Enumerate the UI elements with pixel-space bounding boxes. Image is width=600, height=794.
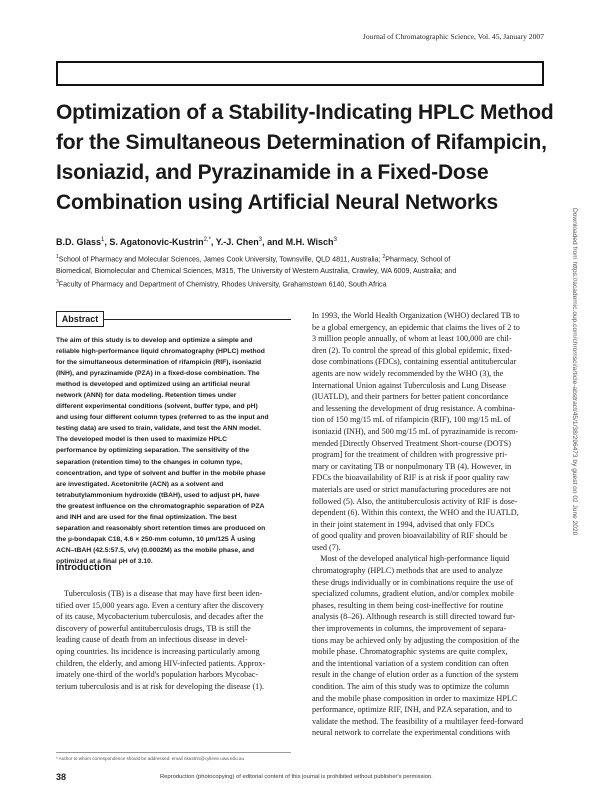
abstract-section — [56, 311, 291, 573]
body-line: leading cause of death from an infectious disease in devel- — [56, 635, 248, 645]
body-line: ther improvements in columns, the improvement of separa- — [312, 624, 507, 634]
body-line: tions may be achieved only by adjusting the composition of the — [312, 635, 520, 645]
abstract-line: optimized at a final pH of 3.10. — [56, 557, 153, 565]
abstract-line: for the simultaneous determination of rifampicin (RIF), isoniazid — [56, 359, 262, 367]
body-line: validate the method. The feasibility of a multilayer feed-forward — [312, 716, 524, 726]
title-line: Isoniazid, and Pyrazinamide in a Fixed-Dose — [56, 161, 489, 184]
abstract-line: performance by optimizing separation. The sensitivity of the — [56, 447, 250, 455]
body-line: oping countries. Its incidence is increasing particularly among — [56, 646, 260, 656]
abstract-line: The aim of this study is to develop and optimize a simple and — [56, 337, 253, 344]
author-affiliation-mark: 3 — [333, 237, 337, 243]
title-line: Combination using Artificial Neural Networks — [56, 191, 498, 214]
body-line: performance, optimize RIF, INH, and PZA separation, and to — [312, 705, 512, 715]
body-line: program] for the treatment of children with progressive pri- — [312, 450, 508, 460]
title-line: Optimization of a Stability-Indicating HPLC Method — [56, 101, 554, 124]
author-separator: , — [210, 237, 216, 247]
abstract-text — [56, 335, 291, 567]
body-line: of its cause, Mycobacterium tuberculosis, and decades after the — [56, 612, 264, 622]
body-line: materials are used or strict manufacturing procedures are not — [312, 484, 511, 494]
body-line: mary or cavitating TB or nonpulmonary TB (4). However, in — [312, 461, 512, 471]
body-line: and the intentional variation of a system condition can often — [312, 658, 509, 668]
abstract-line: are investigated. Acetonitrile (ACN) as a solvent and — [56, 480, 224, 488]
body-line: dose combinations (FDCs), containing essential antitubercular — [312, 357, 517, 367]
body-line: followed (5). Also, the antituberculosis activity of RIF is dose- — [312, 496, 518, 506]
reproduction-notice: Reproduction (photocopying) of editorial content of this journal is prohibited without publisher's permission. — [160, 774, 433, 780]
body-line: and lessening the development of drug resistance. A combina- — [312, 403, 516, 413]
page-number: 38 — [56, 772, 67, 782]
affiliation-line: $^3$Faculty of Pharmacy and Department of Chemistry, Rhodes University, Grahamstown 6140, South Africa — [56, 279, 387, 289]
body-line: chromatography (HPLC) methods that are used to analyze — [312, 566, 503, 576]
body-line: result in the change of elution order as a function of the system — [312, 670, 519, 680]
body-line: 3 million people annually, of whom at least 100,000 are chil- — [312, 334, 512, 344]
header-rule-box — [56, 61, 544, 86]
abstract-line: tetrabutylammonium hydroxide (tBAH), used to adjust pH, have — [56, 491, 260, 499]
introduction-heading: Introduction — [56, 562, 112, 573]
title-line: for the Simultaneous Determination of Rifampicin, — [56, 131, 547, 154]
author-separator: , — [104, 237, 110, 247]
affiliation-line: Biomedical, Biomolecular and Chemical Sciences, M315, The University of Western Australia, Crawley, WA 6009, Australia; and — [56, 266, 457, 275]
body-line: dren (2). To control the spread of this global epidemic, fixed- — [312, 345, 513, 355]
body-line: In 1993, the World Health Organization (WHO) declared TB to — [312, 311, 520, 320]
abstract-label: Abstract — [56, 311, 104, 327]
body-line: children, the elderly, and among HIV-infected patients. Approx- — [56, 658, 266, 668]
body-line: Tuberculosis (TB) is a disease that may have first been iden- — [56, 589, 263, 598]
affiliation-line: $^1$School of Pharmacy and Molecular Sciences, James Cook University, Townsville, QLD 4811, Australia; $^2$Pharmacy, School of — [56, 254, 451, 264]
body-line: discovery of powerful antituberculosis drugs, TB is still the — [56, 623, 251, 633]
abstract-line: separation (retention time) to the changes in column type, — [56, 458, 243, 466]
abstract-line: separation and reasonably short retention times are produced on — [56, 524, 266, 532]
body-line: dependent (6). Within this context, the WHO and the IUATLD, — [312, 508, 519, 518]
body-line: tion of 150 mg/15 mL of rifampicin (RIF), 100 mg/15 mL of — [312, 415, 511, 425]
download-watermark: Downloaded from https://academic.oup.com/chromsci/article-abstract/45/1/38/296473 by guest on 02 June 2020 — [571, 208, 578, 536]
body-line: phases, resulting in them being cost-ineffective for routine — [312, 600, 504, 610]
body-line: condition. The aim of this study was to optimize the column — [312, 682, 510, 691]
body-line: in their joint statement in 1994, advised that only FDCs — [312, 519, 494, 529]
body-line: (IUATLD), and their partners for better patient concordance — [312, 392, 509, 402]
body-line: mended [Directly Observed Treatment Short-course (DOTS) — [312, 438, 511, 448]
author-list — [56, 237, 337, 247]
abstract-line: the µ-bondapak C18, 4.6 × 250-mm column, 10 µm/125 Å using — [56, 535, 256, 543]
abstract-line: the greatest influence on the chromatographic separation of PZA — [56, 502, 265, 510]
body-line: terium tuberculosis and is at risk for developing the disease (1). — [56, 681, 265, 691]
article-title — [56, 98, 554, 218]
body-line: mobile phase. Chromatographic systems are quite complex, — [312, 647, 508, 657]
abstract-line: (INH), and pyrazinamide (PZA) in a fixed-dose combination. The — [56, 370, 260, 378]
author-name: S. Agatonovic-Kustrin — [109, 237, 204, 247]
correspondence-footnote: * Author to whom correspondence should be addressed: email nkustrin@cyllene.uwa.edu.au — [56, 752, 291, 761]
body-line: be a global emergency, an epidemic that claims the lives of 2 to — [312, 322, 520, 332]
abstract-line: and INH and are used for the final optimization. The best — [56, 513, 237, 521]
body-line: analysis (8–26). Although research is still directed toward fur- — [312, 612, 516, 622]
abstract-line: testing data) are used to train, validate, and test the ANN model. — [56, 425, 261, 433]
author-affiliation-mark: 1 — [101, 237, 105, 243]
author-separator: , and — [262, 237, 286, 247]
abstract-line: The developed model is then used to maximize HPLC — [56, 436, 228, 444]
author-name: B.D. Glass — [56, 237, 102, 247]
body-line: tified over 15,000 years ago. Even a century after the discovery — [56, 600, 264, 610]
abstract-rule — [104, 319, 291, 320]
body-line: specialized columns, gradient elution, and/or complex mobile — [312, 589, 514, 599]
body-line: agents are now widely recommended by the WHO (3), the — [312, 368, 504, 378]
author-affiliation-mark: 3 — [258, 237, 263, 243]
affiliations — [56, 252, 526, 291]
abstract-line: concentration, and type of solvent and buffer in the mobile phase — [56, 469, 266, 477]
introduction-right-column — [312, 310, 547, 739]
body-line: and the mobile phase composition in order to maximize HPLC — [312, 693, 518, 703]
author-name: M.H. Wisch — [285, 237, 334, 247]
body-line: Most of the developed analytical high-performance liquid — [312, 554, 510, 564]
abstract-line: network (ANN) for data modeling. Retention times under — [56, 392, 237, 400]
body-line: these drugs individually or in combinations require the use of — [312, 577, 514, 587]
author-name: Y.-J. Chen — [215, 237, 259, 247]
abstract-line: different experimental conditions (solvent, buffer type, and pH) — [56, 403, 258, 411]
abstract-line: reliable high-performance liquid chromatography (HPLC) method — [56, 348, 265, 356]
body-line: imately one-third of the world's population harbors Mycobac- — [56, 670, 259, 680]
journal-header: Journal of Chromatographic Science, Vol. 45, January 2007 — [362, 32, 544, 41]
author-affiliation-mark: 2,* — [203, 237, 211, 243]
abstract-line: method is developed and optimized using an artificial neural — [56, 381, 250, 389]
body-line: used (7). — [312, 542, 341, 552]
introduction-left-column — [56, 588, 291, 692]
abstract-line: and using four different column types (referred to as the input and — [56, 414, 269, 422]
body-line: of good quality and proven bioavailability of RIF should be — [312, 531, 508, 541]
body-line: isoniazid (INH), and 500 mg/15 mL of pyrazinamide is recom- — [312, 426, 519, 436]
body-line: neural network to correlate the experimental conditions with — [312, 728, 511, 738]
body-line: FDCs the bioavailability of RIF is at risk if poor quality raw — [312, 473, 510, 483]
body-line: International Union against Tuberculosis and Lung Disease — [312, 380, 507, 390]
abstract-line: ACN–tBAH (42.5:57.5, v/v) (0.0002M) as the mobile phase, and — [56, 546, 255, 554]
